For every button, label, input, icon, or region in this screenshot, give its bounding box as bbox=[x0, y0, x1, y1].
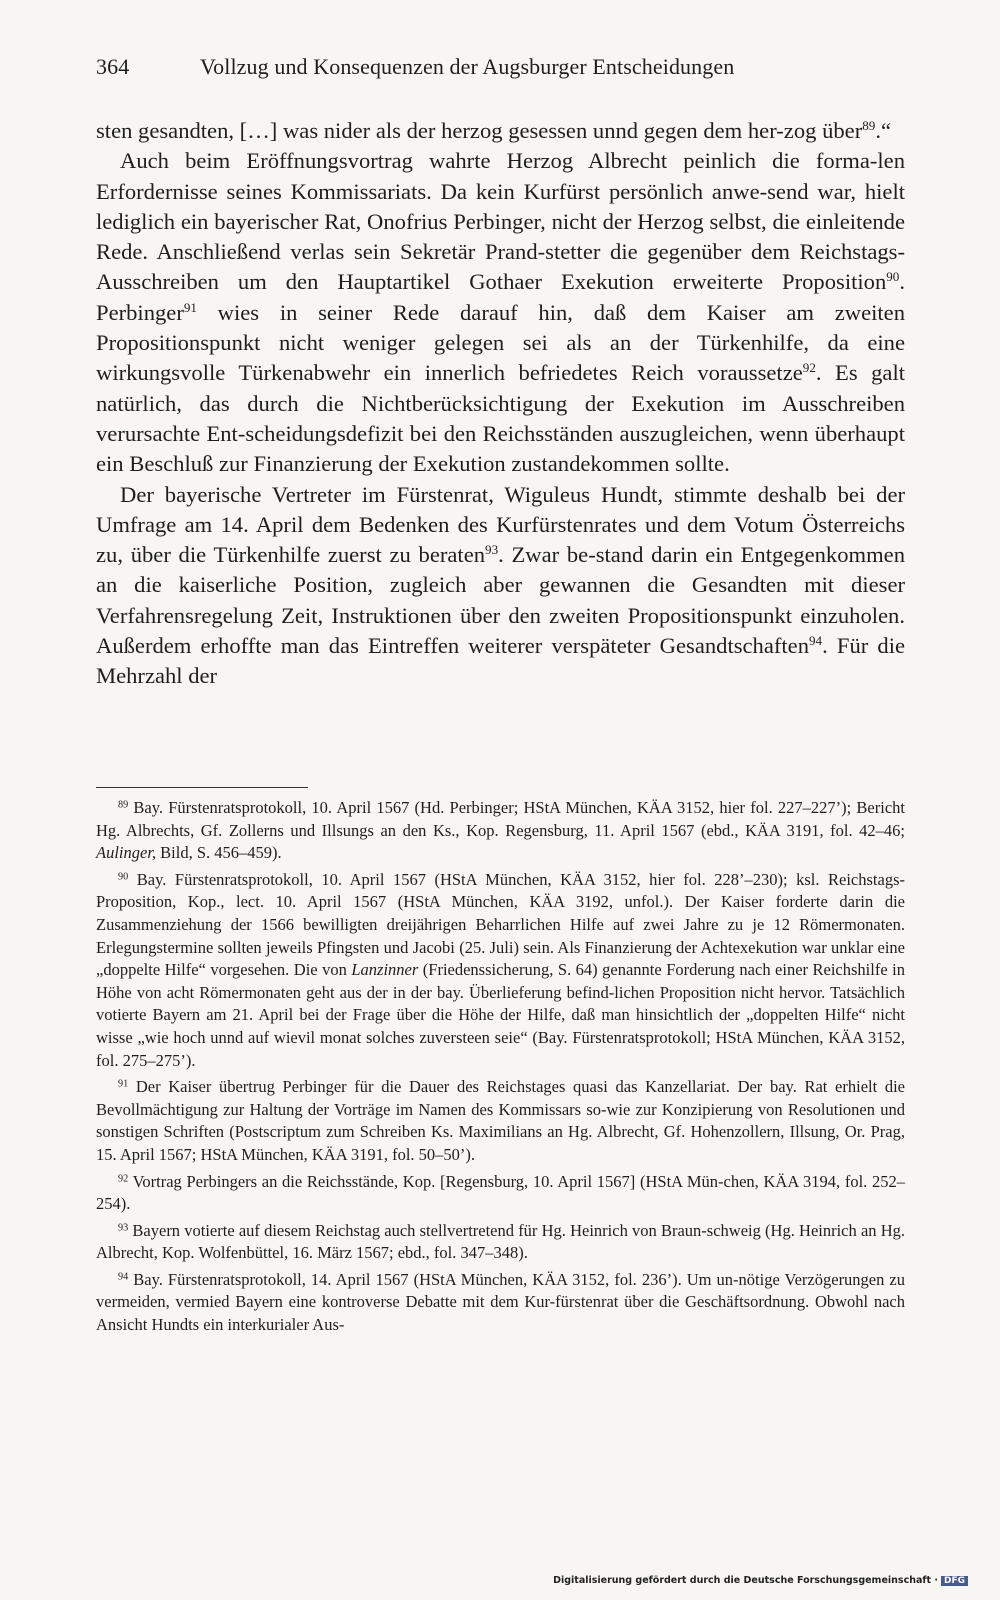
footnote-92: $^{92}$ Vortrag Perbingers an die Reichsstände, Kop. [Regensburg, 10. April 1567] (HStA Mün-chen, KÄA 3194, fol. 252–254). bbox=[96, 1171, 905, 1214]
footnote-ref[interactable]: 92 bbox=[802, 360, 816, 376]
footnote-ref[interactable]: 89 bbox=[862, 117, 876, 133]
footnote-ref[interactable]: 91 bbox=[183, 299, 197, 315]
footnote-90: $^{90}$ Bay. Fürstenratsprotokoll, 10. April 1567 (HStA München, KÄA 3152, hier fol. 228’–230); ksl. Reichstags-Proposition, Kop., lect. 10. April 1567 (HStA München, KÄA 3192, unfol.). Der Kaiser forderte darin die Zusammenziehung der 1566 bewilligten dreijährigen Beharrlichen Hilfe auf zwei Jahre zu je 12 Römermonaten. Erlegungstermine sollten jeweils Pfingsten und Jacobi (25. Juli) sein. Als Finanzierung der Achtexekution war unklar eine „doppelte Hilfe“ vorgesehen. Die von Lanzinner (Friedenssicherung, S. 64) genannte Forderung nach einer Reichshilfe in Höhe von acht Römermonaten geht aus der in der bay. Überlieferung befind-lichen Proposition nicht hervor. Tatsächlich votierte Bayern am 21. April bei der Frage über die Höhe der Hilfe, daß man hinsichtlich der „doppelten Hilfe“ nicht wisse „wie hoch unnd auf wievil monat solches zuversteen seie“ (Bay. Fürstenratsprotokoll; HStA München, KÄA 3152, fol. 275–275’). bbox=[96, 869, 905, 1070]
main-text bbox=[96, 116, 905, 692]
footnote-ref[interactable]: 90 bbox=[886, 269, 900, 285]
footnotes bbox=[96, 797, 905, 1341]
dfg-logo: DFG bbox=[941, 1576, 968, 1586]
footnote-number: 94 bbox=[118, 1271, 129, 1283]
running-header bbox=[96, 54, 906, 80]
footnote-94: $^{94}$ Bay. Fürstenratsprotokoll, 14. April 1567 (HStA München, KÄA 3152, fol. 236’). Um un-nötige Verzögerungen zu vermeiden, vermied Bayern eine kontroverse Debatte mit dem Kur-fürstenrat über die Geschäftsordnung. Obwohl nach Ansicht Hundts ein interkurialer Aus- bbox=[96, 1269, 905, 1335]
paragraph-1: sten gesandten, […] was nider als der herzog gesessen unnd gegen dem her-zog über$^{89}$.“ bbox=[96, 117, 891, 143]
footnote-89: $^{89}$ Bay. Fürstenratsprotokoll, 10. April 1567 (Hd. Perbinger; HStA München, KÄA 3152, hier fol. 227–227’); Bericht Hg. Albrechts, Gf. Zollerns und Illsungs an den Ks., Kop. Regensburg, 11. April 1567 (ebd., KÄA 3191, fol. 42–46; Aulinger, Bild, S. 456–459). bbox=[96, 798, 905, 863]
footnote-number: 89 bbox=[118, 799, 129, 811]
footnote-93: $^{93}$ Bayern votierte auf diesem Reichstag auch stellvertretend für Hg. Heinrich von Braun-schweig (Hg. Heinrich an Hg. Albrecht, Kop. Wolfenbüttel, 16. März 1567; ebd., fol. 347–348). bbox=[96, 1220, 905, 1263]
running-title: Vollzug und Konsequenzen der Augsburger Entscheidungen bbox=[200, 54, 735, 79]
footnote-ref[interactable]: 94 bbox=[809, 632, 823, 648]
page-number: 364 bbox=[96, 54, 130, 79]
footnote-separator bbox=[96, 787, 308, 788]
footnote-number: 91 bbox=[118, 1078, 129, 1090]
footnote-number: 90 bbox=[118, 871, 129, 883]
footnote-number: 92 bbox=[118, 1172, 129, 1184]
footnote-ref[interactable]: 93 bbox=[485, 542, 499, 558]
paragraph-2: Auch beim Eröffnungsvortrag wahrte Herzog Albrecht peinlich die forma-len Erfordernisse seines Kommissariats. Da kein Kurfürst persönlich anwe-send war, hielt lediglich ein bayerischer Rat, Onofrius Perbinger, nicht der Herzog selbst, die einleitende Rede. Anschließend verlas sein Sekretär Prand-stetter die gegenüber dem Reichstags-Ausschreiben um den Hauptartikel Gothaer Exekution erweiterte Proposition$^{90}$. Perbinger$^{91}$ wies in seiner Rede darauf hin, daß dem Kaiser am zweiten Propositionspunkt nicht weniger gelegen sei als an der Türkenhilfe, da eine wirkungsvolle Türkenabwehr ein innerlich befriedetes Reich voraussetze$^{92}$. Es galt natürlich, das durch die Nichtberücksichtigung der Exekution im Ausschreiben verursachte Ent-scheidungsdefizit bei den Reichsständen auszugleichen, wenn überhaupt ein Beschluß zur Finanzierung der Exekution zustandekommen sollte. bbox=[96, 148, 906, 477]
paragraph-3: Der bayerische Vertreter im Fürstenrat, Wiguleus Hundt, stimmte deshalb bei der Umfrage am 14. April dem Bedenken des Kurfürstenrates und dem Votum Österreichs zu, über die Türkenhilfe zuerst zu beraten$^{93}$. Zwar be-stand darin ein Entgegenkommen an die kaiserliche Position, zugleich aber gewannen die Gesandten mit dieser Verfahrensregelung Zeit, Instruktionen über den zweiten Propositionspunkt einzuholen. Außerdem erhoffte man das Eintreffen weiterer verspäteter Gesandtschaften$^{94}$. Für die Mehrzahl der bbox=[96, 481, 906, 689]
footnote-number: 93 bbox=[118, 1222, 129, 1234]
footnote-91: $^{91}$ Der Kaiser übertrug Perbinger für die Dauer des Reichstages quasi das Kanzellariat. Der bay. Rat erhielt die Bevollmächtigung zur Haltung der Vorträge im Namen des Kommissars so-wie zur Konzipierung von Resolutionen und sonstigen Schriften (Postscriptum zum Schreiben Ks. Maximilians an Hg. Albrecht, Gf. Hohenzollern, Illsung, Or. Prag, 15. April 1567; HStA München, KÄA 3191, fol. 50–50’). bbox=[96, 1077, 905, 1164]
digitization-credit: Digitalisierung gefördert durch die Deutsche Forschungsgemeinschaft · DFG bbox=[553, 1575, 968, 1586]
